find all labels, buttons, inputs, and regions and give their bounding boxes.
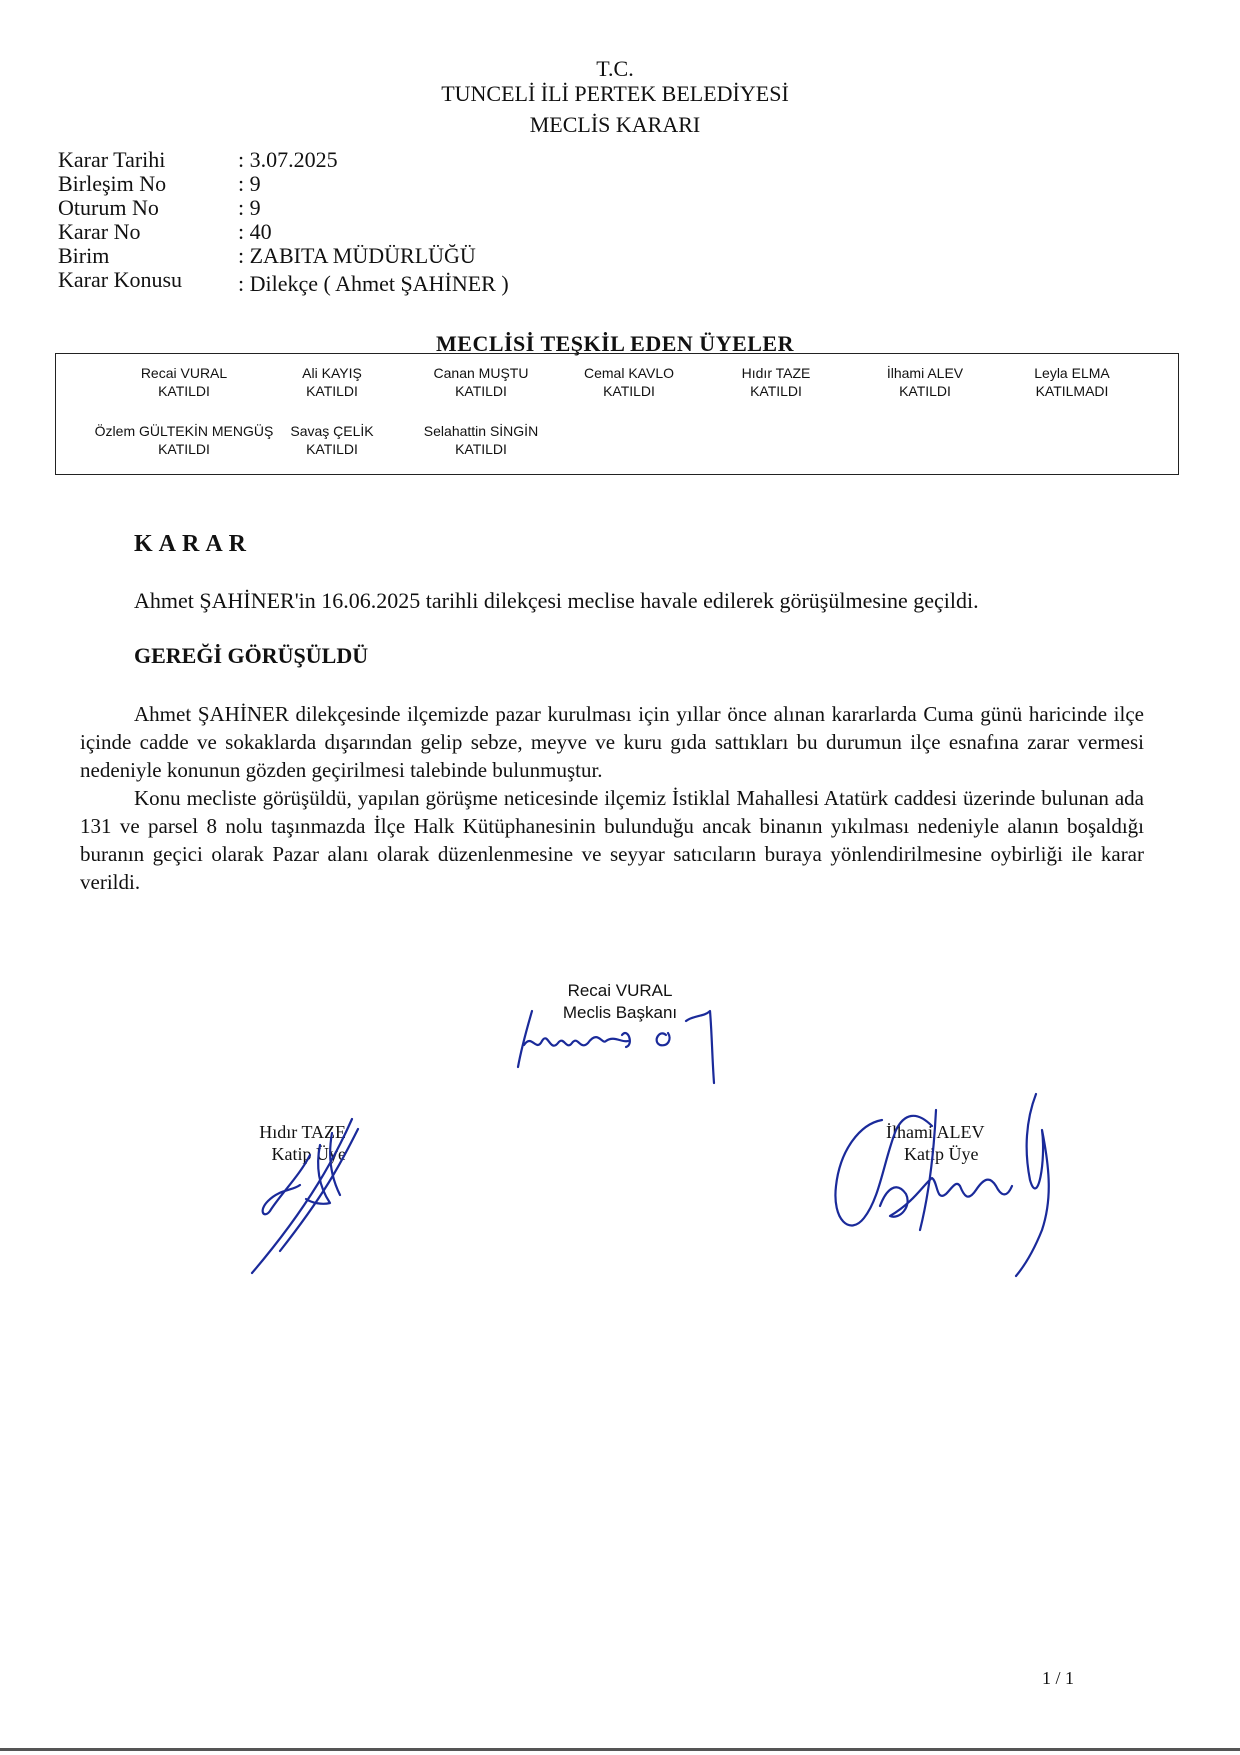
member-status: KATILDI <box>158 383 210 399</box>
member-item <box>391 422 571 458</box>
president-role: Meclis Başkanı <box>562 1003 678 1022</box>
meta-label: Birim <box>58 243 110 268</box>
meta-value: : 40 <box>238 219 272 244</box>
member-name: Canan MUŞTU <box>433 365 529 381</box>
meta-value: : ZABITA MÜDÜRLÜĞÜ <box>238 243 476 268</box>
meta-row-karar-no <box>58 220 272 244</box>
member-status: KATILDI <box>306 383 358 399</box>
member-name: Cemal KAVLO <box>584 365 674 381</box>
meta-row-karar-konusu <box>58 267 509 296</box>
member-status: KATILDI <box>750 383 802 399</box>
meta-value: : Dilekçe ( Ahmet ŞAHİNER ) <box>238 271 509 296</box>
meta-label: Oturum No <box>58 195 159 220</box>
member-name: Recai VURAL <box>140 365 228 381</box>
meta-row-birlesim-no <box>58 172 261 196</box>
member-name: Ali KAYIŞ <box>302 365 362 381</box>
paragraph: Konu mecliste görüşüldü, yapılan görüşme neticesinde ilçemiz İstiklal Mahallesi Atatürk caddesi üzerinde bulunan ada 131 ve parsel 8 nolu taşınmazda İlçe Halk Kütüphanesinin bulunduğu ancak binanın yıkılması nedeniyle alanın boşaldığı buranın geçici olarak Pazar alanı olarak düzenlenmesine ve seyyar satıcıların buraya yönlendirilmesine oybirliği ile karar verildi. <box>80 786 1144 894</box>
clerk2-role: Katip Üye <box>904 1144 979 1164</box>
meta-label: Karar No <box>58 219 141 244</box>
meta-label: Karar Konusu <box>58 267 183 292</box>
header-tc: T.C. <box>596 56 634 81</box>
clerk1-name: Hıdır TAZE <box>259 1122 346 1142</box>
member-name: İlhami ALEV <box>886 365 964 381</box>
members-box <box>55 353 1179 475</box>
gerekligi-title: GEREĞİ GÖRÜŞÜLDÜ <box>134 643 369 668</box>
karar-title: KARAR <box>134 531 252 557</box>
member-name: Özlem GÜLTEKİN MENGÜŞ <box>94 423 274 439</box>
meta-label: Birleşim No <box>58 171 167 196</box>
member-item <box>982 364 1162 400</box>
clerk1-signature-icon <box>240 1115 370 1275</box>
header-municipality: TUNCELİ İLİ PERTEK BELEDİYESİ <box>441 81 789 106</box>
meta-value: : 9 <box>238 171 261 196</box>
meta-row-karar-tarihi <box>58 148 338 172</box>
header-decision-type: MECLİS KARARI <box>529 112 701 137</box>
footer-divider <box>0 1748 1240 1751</box>
paragraph: Ahmet ŞAHİNER dilekçesinde ilçemizde pazar kurulması için yıllar önce alınan kararlarda Cuma günü haricinde ilçe içinde cadde ve sokaklarda dışarından gelip sebze, meyve ve kuru gıda sattıkları bu durumun ilçe esnafına zarar vermesi nedeniyle konunun gözden geçirilmesi talebinde bulunmuştur. <box>80 702 1144 782</box>
meta-label: Karar Tarihi <box>58 147 166 172</box>
karar-text: Ahmet ŞAHİNER'in 16.06.2025 tarihli dilekçesi meclise havale edilerek görüşülmesine geçildi. <box>134 588 979 613</box>
decision-body <box>80 700 1144 896</box>
member-status: KATILMADI <box>1035 383 1109 399</box>
meta-value: : 3.07.2025 <box>238 147 338 172</box>
member-status: KATILDI <box>603 383 655 399</box>
clerk2-name: İlhami ALEV <box>886 1122 985 1142</box>
member-status: KATILDI <box>455 441 507 457</box>
members-title: MECLİSİ TEŞKİL EDEN ÜYELER <box>436 331 794 356</box>
meta-row-birim <box>58 244 476 268</box>
member-name: Hıdır TAZE <box>741 365 811 381</box>
member-status: KATILDI <box>455 383 507 399</box>
president-signature-icon <box>510 1005 750 1085</box>
president-name: Recai VURAL <box>567 981 673 1000</box>
member-name: Leyla ELMA <box>1034 365 1110 381</box>
member-status: KATILDI <box>158 441 210 457</box>
member-name: Selahattin SİNGİN <box>423 423 539 439</box>
member-name: Savaş ÇELİK <box>290 423 374 439</box>
meta-value: : 9 <box>238 195 261 220</box>
meta-row-oturum-no <box>58 196 261 220</box>
member-status: KATILDI <box>306 441 358 457</box>
clerk2-signature-icon <box>820 1090 1070 1280</box>
page-number: 1 / 1 <box>1042 1668 1075 1688</box>
member-status: KATILDI <box>899 383 951 399</box>
clerk1-role: Katip Üye <box>271 1144 346 1164</box>
